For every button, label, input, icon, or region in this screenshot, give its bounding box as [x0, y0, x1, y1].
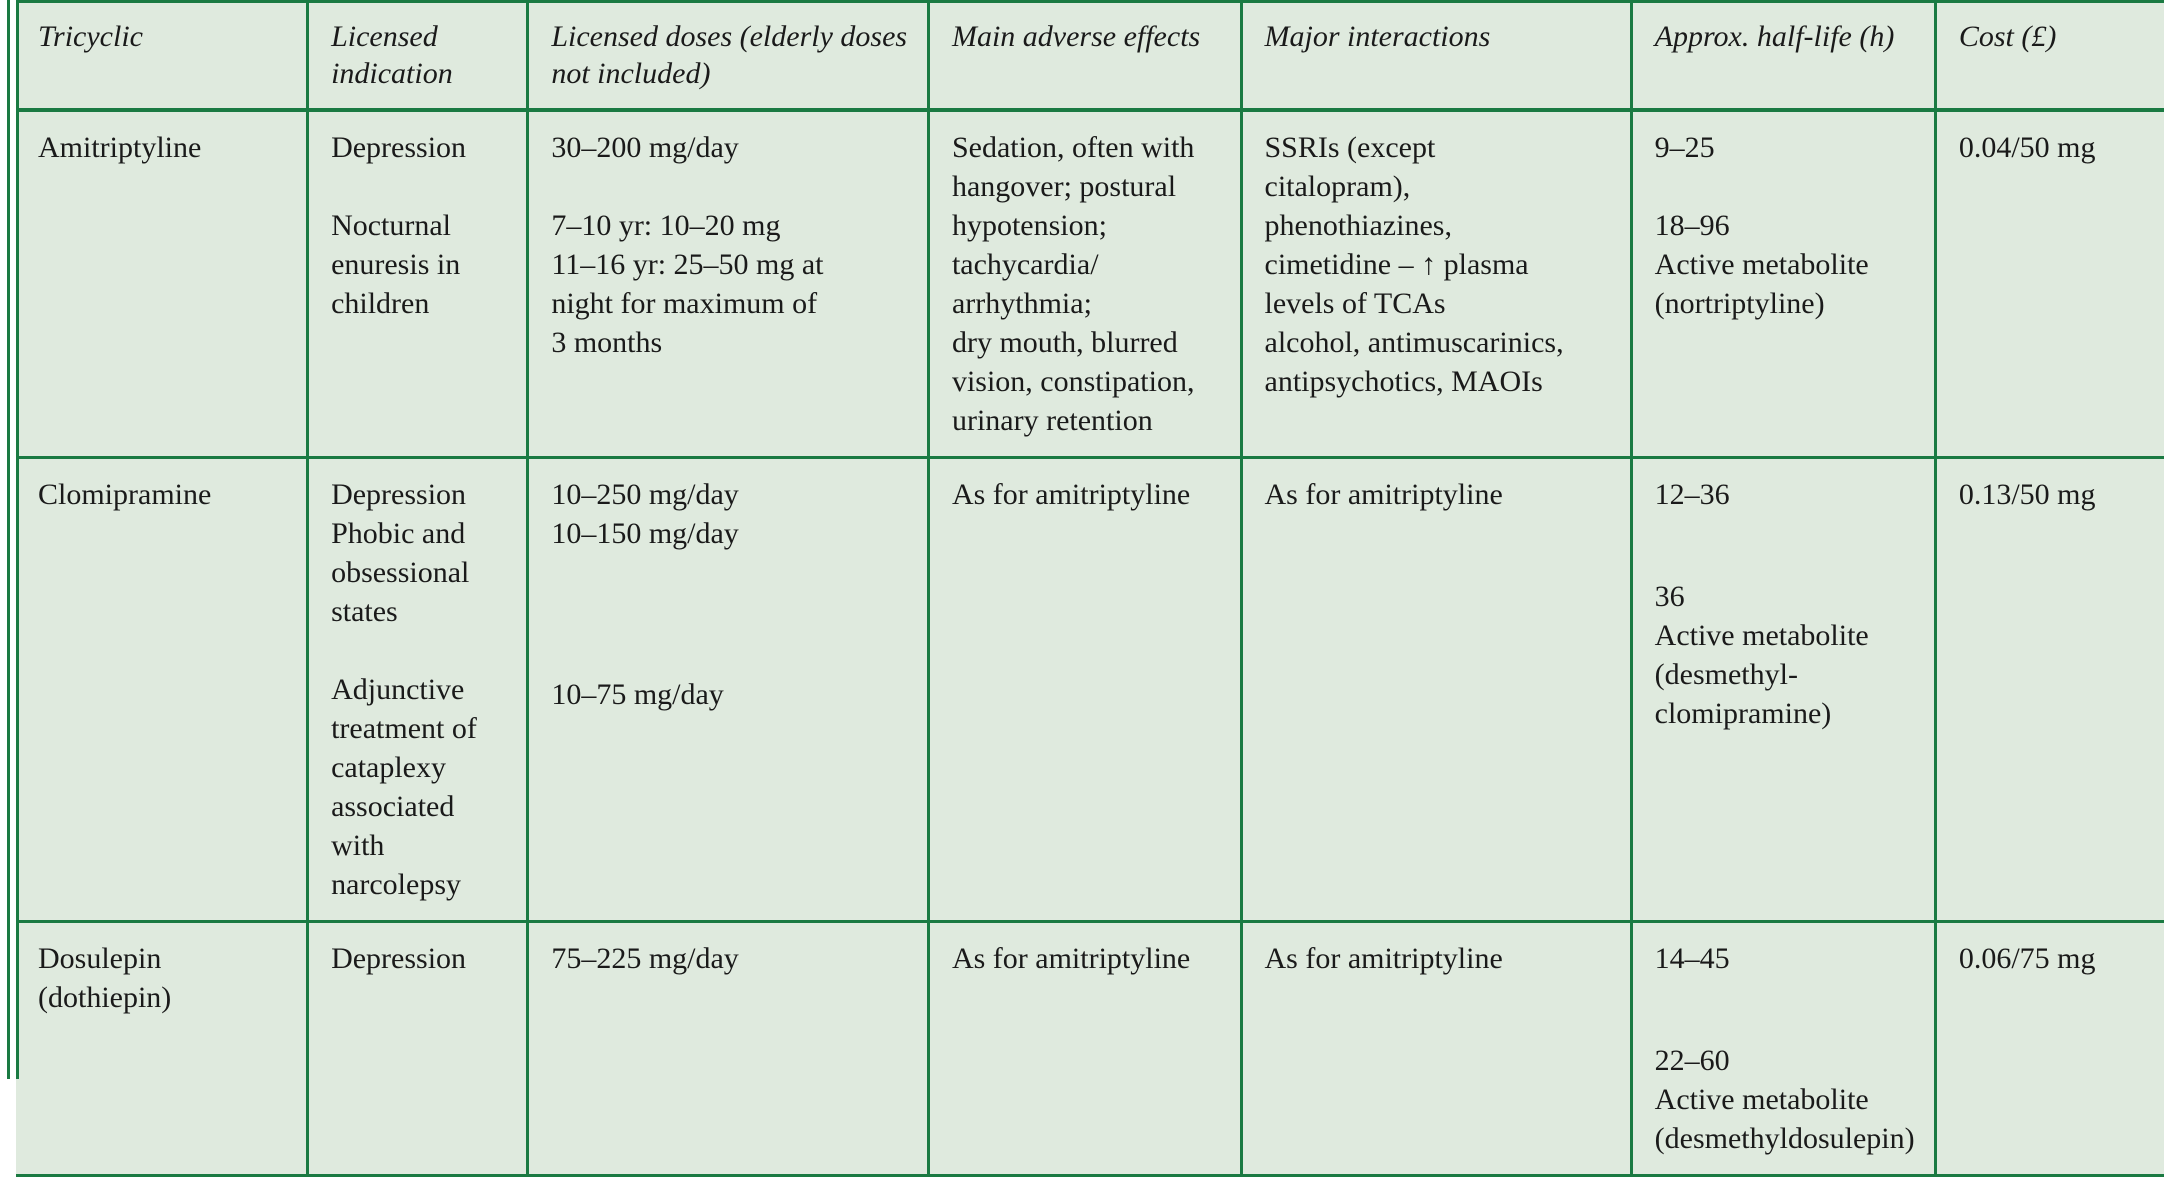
interaction-text: antipsychotics, MAOIs: [1264, 365, 1543, 399]
half-life-text: 22–60: [1654, 1043, 1730, 1077]
adverse-effect-text: Sedation, often with: [951, 131, 1195, 165]
cell-cost: [1935, 921, 2164, 1175]
cell-cost: [1935, 110, 2164, 458]
column-header-tricyclic: Tricyclic: [16, 2, 308, 111]
half-life-text: 14–45: [1654, 941, 1730, 975]
interaction-text: SSRIs (except: [1264, 131, 1436, 165]
cell-main-adverse-effects: [928, 458, 1241, 921]
dose-text: 7–10 yr: 10–20 mg: [551, 208, 781, 242]
cell-licensed-indication: [308, 921, 528, 1175]
indication-text: cataplexy: [331, 750, 446, 784]
cell-licensed-indication: [308, 458, 528, 921]
cell-main-adverse-effects: [928, 921, 1241, 1175]
adverse-effect-text: As for amitriptyline: [951, 478, 1191, 512]
table-left-inner-rule: [16, 0, 19, 1079]
dose-text: night for maximum of: [551, 286, 818, 320]
dose-text: 30–200 mg/day: [551, 131, 739, 165]
adverse-effect-text: vision, constipation,: [951, 365, 1195, 399]
indication-text: Phobic and: [331, 517, 466, 551]
drug-name: Clomipramine: [38, 478, 212, 512]
half-life-text: clomipramine): [1654, 697, 1832, 731]
interaction-text: cimetidine – ↑ plasma: [1264, 248, 1529, 282]
indication-text: enuresis in: [331, 247, 461, 281]
dose-text: 3 months: [551, 325, 663, 359]
cell-approx-half-life: [1631, 110, 1935, 458]
half-life-text: (nortriptyline): [1654, 286, 1825, 320]
table-row: [16, 921, 2164, 1175]
table-row: [16, 458, 2164, 921]
cell-licensed-indication: [308, 110, 528, 458]
column-header-licensed-indication: Licensed indication: [308, 2, 528, 111]
indication-text: associated: [331, 789, 455, 823]
adverse-effect-text: urinary retention: [951, 404, 1153, 438]
adverse-effect-text: dry mouth, blurred: [951, 326, 1178, 360]
half-life-text: 12–36: [1654, 478, 1730, 512]
table-header: [16, 2, 2164, 111]
indication-text: treatment of: [331, 711, 477, 745]
table-body: [16, 110, 2164, 1175]
half-life-text: 18–96: [1654, 208, 1730, 242]
dose-text: 11–16 yr: 25–50 mg at: [551, 247, 824, 281]
dose-text: 10–75 mg/day: [551, 677, 724, 711]
dose-text: 10–150 mg/day: [551, 517, 739, 551]
cell-major-interactions: [1241, 458, 1631, 921]
cell-tricyclic-name: [16, 110, 308, 458]
cell-licensed-doses: [528, 921, 929, 1175]
adverse-effect-text: tachycardia/: [951, 248, 1099, 282]
drug-name-alternate: (dothiepin): [38, 980, 172, 1014]
half-life-text: Active metabolite: [1654, 1082, 1869, 1116]
indication-text: children: [331, 286, 430, 320]
interaction-text: levels of TCAs: [1264, 287, 1446, 321]
dose-text: 10–250 mg/day: [551, 478, 739, 512]
column-header-approx-half-life: Approx. half-life (h): [1631, 2, 1935, 111]
indication-text: Nocturnal: [331, 208, 452, 242]
cell-major-interactions: [1241, 110, 1631, 458]
table-left-outer-rule: [7, 0, 10, 1079]
adverse-effect-text: hangover; postural: [951, 170, 1177, 204]
table-row: [16, 110, 2164, 458]
cell-cost: [1935, 458, 2164, 921]
indication-text: states: [331, 595, 398, 629]
interaction-text: alcohol, antimuscarinics,: [1264, 326, 1564, 360]
adverse-effect-text: arrhythmia;: [951, 287, 1092, 321]
dose-text: 75–225 mg/day: [551, 941, 739, 975]
adverse-effect-text: As for amitriptyline: [951, 941, 1191, 975]
cost-text: 0.13/50 mg: [1958, 478, 2096, 512]
cell-approx-half-life: [1631, 921, 1935, 1175]
cell-approx-half-life: [1631, 458, 1935, 921]
interaction-text: As for amitriptyline: [1264, 478, 1503, 512]
interaction-text: citalopram),: [1264, 170, 1411, 204]
adverse-effect-text: hypotension;: [951, 209, 1107, 243]
indication-text: with: [331, 828, 385, 862]
half-life-text: (desmethyldosulepin): [1654, 1121, 1915, 1155]
half-life-text: (desmethyl-: [1654, 658, 1798, 692]
column-header-main-adverse-effects: Main adverse effects: [928, 2, 1241, 111]
cell-tricyclic-name: [16, 458, 308, 921]
drug-name: Amitriptyline: [38, 131, 202, 165]
cell-major-interactions: [1241, 921, 1631, 1175]
indication-text: Depression: [331, 478, 467, 512]
drug-name: Dosulepin: [38, 941, 162, 975]
cell-licensed-doses: [528, 458, 929, 921]
interaction-text: phenothiazines,: [1264, 209, 1452, 243]
interaction-text: As for amitriptyline: [1264, 941, 1503, 975]
half-life-text: 9–25: [1654, 131, 1715, 165]
indication-text: Adjunctive: [331, 672, 465, 706]
indication-text: obsessional: [331, 556, 470, 590]
column-header-major-interactions: Major interactions: [1241, 2, 1631, 111]
half-life-text: Active metabolite: [1654, 619, 1869, 653]
cell-licensed-doses: [528, 110, 929, 458]
cell-main-adverse-effects: [928, 110, 1241, 458]
cost-text: 0.06/75 mg: [1958, 941, 2096, 975]
half-life-text: Active metabolite: [1654, 247, 1869, 281]
header-row: [16, 2, 2164, 111]
cost-text: 0.04/50 mg: [1958, 131, 2096, 165]
cell-tricyclic-name: [16, 921, 308, 1175]
indication-text: Depression: [331, 131, 467, 165]
indication-text: narcolepsy: [331, 867, 462, 901]
column-header-cost: Cost (£): [1935, 2, 2164, 111]
half-life-text: 36: [1654, 580, 1685, 614]
column-header-licensed-doses: Licensed doses (elderly doses not included): [528, 2, 929, 111]
indication-text: Depression: [331, 941, 467, 975]
tricyclic-antidepressants-table: [16, 0, 2164, 1177]
